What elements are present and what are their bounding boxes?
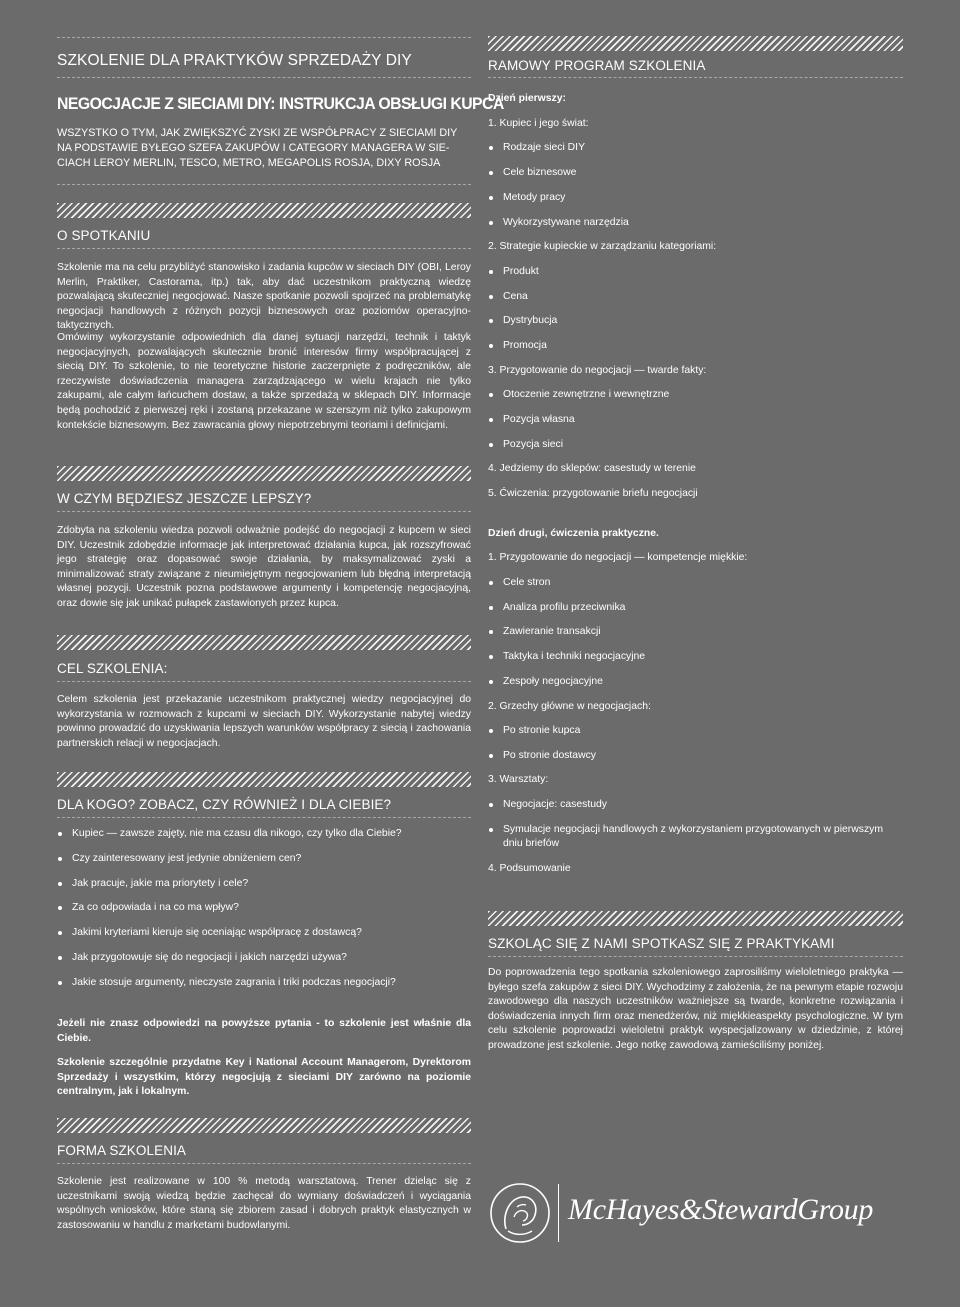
list-item: Promocja <box>488 339 903 354</box>
practice-heading: SZKOLĄC SIĘ Z NAMI SPOTKASZ SIĘ Z PRAKTYKAMI <box>488 936 835 951</box>
goal-paragraph: Celem szkolenia jest przekazanie uczestnikom praktycznej wiedzy negocjacyjnej do wykorzystania w rozmowach z kupcami w sieciach DIY. Wykorzystanie nabytej wiedzy powinno prowadzić do uzyskiwania lepszych warunków współpracy z siecią i zachowania partnerskich relacji w negocjacjach. <box>57 694 471 749</box>
day1-label: Dzień pierwszy: <box>488 93 566 104</box>
logo-separator <box>558 1184 559 1242</box>
list-item: Po stronie dostawcy <box>488 749 903 764</box>
practice-paragraph: Do poprowadzenia tego spotkania szkoleniowego zaprosiliśmy wieloletniego praktyka — byłego szefa zakupów z sieci DIY. Wychodzimy z założenia, że na pewnym etapie rozwoju zawodowego dla naszych uczestników ważniejsze są twarde, konkretne rozwiązania i doświadczenia innych firm oraz menedżerów, niż miękkieaspekty psychologiczne. W tym celu szkolenie poprowadzi wieloletni praktyk wyspecjalizowany w dziedzinie, z której prowadzone jest szkolenie. Jego notkę zawodową zamieściliśmy poniżej. <box>488 967 903 1051</box>
who-bold-note-1: Jeżeli nie znasz odpowiedzi na powyższe pytania - to szkolenie jest właśnie dla Ciebie. <box>57 1018 471 1044</box>
training-title: SZKOLENIE DLA PRAKTYKÓW SPRZEDAŻY DIY <box>57 52 412 69</box>
day1-list-2 <box>488 265 903 354</box>
form-paragraph: Szkolenie jest realizowane w 100 % metodą warsztatową. Trener dzieląc się z uczestnikami swoją wiedzą będzie zachęcał do wymiany doświadczeń i wyciągania wspólnych wniosków, które staną się zbiorem zasad i dobrych praktyk elastycznych w zastosowaniu w handlu z marketami budowlanymi. <box>57 1176 471 1231</box>
day1-topic-5: 5. Ćwiczenia: przygotowanie briefu negocjacji <box>488 488 698 499</box>
day2-label: Dzień drugi, ćwiczenia praktyczne. <box>488 527 659 539</box>
list-item: Rodzaje sieci DIY <box>488 141 903 156</box>
list-item: Jakie stosuje argumenty, nieczyste zagrania i triki podczas negocjacji? <box>57 976 471 991</box>
day1-topic-1: 1. Kupiec i jego świat: <box>488 117 589 129</box>
about-paragraph-2: Omówimy wykorzystanie odpowiednich dla danej sytuacji narzędzi, technik i taktyk negocjacyjnych, pozwalających skutecznie bronić interesów firmy współpracującej z siecią DIY. To szkolenie, to nie teoretyczne historie zaczerpnięte z podręczników, ale rzeczywiste doświadczenia managera zarządzającego w wielu krajach nie tylko zakupami, ale całym łańcuchem dostaw, a także sprzedażą w sklepach DIY. Informacje będą pochodzić z pierwszej ręki i zostaną przekazane w szerszym niż tylko zakupowym kontekście biznesowym. Bez zawracania głowy niepotrzebnymi teoriami i definicjami. <box>57 332 471 431</box>
day2-topic-4: 4. Podsumowanie <box>488 863 571 875</box>
better-paragraph: Zdobyta na szkoleniu wiedza pozwoli odważnie podejść do negocjacji z kupcem w sieci DIY. Uczestnik zdobędzie informacje jak interpretować działania kupca, jak rozszyfrować jego strategię oraz dopasować swoje działania, by maksymalizować zyski a minimalizować straty związane z nieumiejętnym negocjowaniem lub błędną interpretacją własnej pozycji. Uczestnik pozna podstawowe argumenty i kompetencję negocjacyjną, oraz dowie się jak unikać pułapek zastawionych przez kupca. <box>57 525 471 609</box>
company-logo <box>488 1180 903 1246</box>
subtitle <box>57 126 457 171</box>
logo-wordmark: McHayes&StewardGroup <box>568 1193 874 1226</box>
day1-topic-3: 3. Przygotowanie do negocjacji — twarde fakty: <box>488 364 707 376</box>
hatch-divider <box>57 203 471 218</box>
program-list <box>488 92 903 877</box>
list-item: Otoczenie zewnętrzne i wewnętrzne <box>488 388 903 403</box>
day2-topic-2: 2. Grzechy główne w negocjacjach: <box>488 700 651 712</box>
divider <box>57 37 471 38</box>
list-item: Kupiec — zawsze zajęty, nie ma czasu dla nikogo, czy tylko dla Ciebie? <box>57 827 471 842</box>
divider <box>57 681 471 682</box>
hatch-divider <box>488 911 903 926</box>
goal-heading: CEL SZKOLENIA: <box>57 661 168 676</box>
hatch-divider <box>57 1118 471 1133</box>
list-item: Cele stron <box>488 576 903 591</box>
list-item: Jak przygotowuje się do negocjacji i jakich narzędzi używa? <box>57 951 471 966</box>
program-heading: RAMOWY PROGRAM SZKOLENIA <box>488 58 706 73</box>
who-bold-note-2: Szkolenie szczególnie przydatne Key i National Account Managerom, Dyrektorom Sprzedaży i wszystkim, którzy negocjują z sieciami DIY zarówno na poziomie centralnym, jak i lokalnym. <box>57 1057 471 1098</box>
who-heading: DLA KOGO? ZOBACZ, CZY RÓWNIEŻ I DLA CIEBIE? <box>57 797 392 812</box>
about-paragraph-1: Szkolenie ma na celu przybliżyć stanowisko i zadania kupców w sieciach DIY (OBI, Leroy Merlin, Praktiker, Castorama, itp.) tak, aby dać uczestnikom praktyczną wiedzę pozwalającą skuteczniej negocjować. Nasze spotkanie pozwoli spojrzeć na problematykę negocjacji handlowych z różnych pozycji biznesowych oraz poziomów operacyjno-taktycznych. <box>57 262 471 332</box>
divider <box>57 184 471 185</box>
divider <box>57 77 471 78</box>
list-item: Czy zainteresowany jest jedynie obniżeniem cen? <box>57 852 471 867</box>
day1-list-3 <box>488 388 903 452</box>
subtitle-line: CIACH LEROY MERLIN, TESCO, METRO, MEGAPOLIS ROSJA, DIXY ROSJA <box>57 157 441 169</box>
subtitle-line: WSZYSTKO O TYM, JAK ZWIĘKSZYĆ ZYSKI ZE WSPÓŁPRACY Z SIECIAMI DIY <box>57 127 458 139</box>
day2-topic-1: 1. Przygotowanie do negocjacji — kompetencje miękkie: <box>488 552 748 564</box>
better-heading: W CZYM BĘDZIESZ JESZCZE LEPSZY? <box>57 491 312 506</box>
list-item: Zawieranie transakcji <box>488 625 903 640</box>
list-item: Za co odpowiada i na co ma wpływ? <box>57 901 471 916</box>
day2-list-3 <box>488 798 903 852</box>
list-item: Wykorzystywane narzędzia <box>488 216 903 231</box>
list-item: Dystrybucja <box>488 314 903 329</box>
divider <box>57 511 471 512</box>
hatch-divider <box>57 772 471 787</box>
list-item: Pozycja własna <box>488 413 903 428</box>
main-title: NEGOCJACJE Z SIECIAMI DIY: INSTRUKCJA OBSŁUGI KUPCA <box>57 94 504 113</box>
who-list <box>57 827 471 990</box>
list-item: Jak pracuje, jakie ma priorytety i cele? <box>57 877 471 892</box>
list-item: Produkt <box>488 265 903 280</box>
divider <box>57 817 471 818</box>
list-item: Po stronie kupca <box>488 724 903 739</box>
day2-list-1 <box>488 576 903 690</box>
day1-topic-2: 2. Strategie kupieckie w zarządzaniu kategoriami: <box>488 241 717 253</box>
day2-list-2 <box>488 724 903 763</box>
subtitle-line: NA PODSTAWIE BYŁEGO SZEFA ZAKUPÓW I CATEGORY MANAGERA W SIE- <box>57 142 450 154</box>
list-item: Cena <box>488 290 903 305</box>
list-item: Jakimi kryteriami kieruje się oceniając współpracę z dostawcą? <box>57 926 471 941</box>
hatch-divider <box>57 466 471 481</box>
list-item: Pozycja sieci <box>488 438 903 453</box>
divider <box>57 1163 471 1164</box>
about-heading: O SPOTKANIU <box>57 228 151 243</box>
day1-list-1 <box>488 141 903 230</box>
logo-emblem-icon <box>488 1181 552 1245</box>
list-item: Taktyka i techniki negocjacyjne <box>488 650 903 665</box>
list-item: Symulacje negocjacji handlowych z wykorzystaniem przygotowanych w pierwszym dniu briefów <box>488 823 903 852</box>
list-item: Cele biznesowe <box>488 166 903 181</box>
hatch-divider <box>488 36 903 51</box>
divider <box>488 77 903 78</box>
list-item: Analiza profilu przeciwnika <box>488 601 903 616</box>
divider <box>57 248 471 249</box>
form-heading: FORMA SZKOLENIA <box>57 1143 187 1158</box>
divider <box>488 956 903 957</box>
list-item: Negocjacje: casestudy <box>488 798 903 813</box>
list-item: Metody pracy <box>488 191 903 206</box>
day2-topic-3: 3. Warsztaty: <box>488 774 549 786</box>
hatch-divider <box>57 635 471 650</box>
day1-topic-4: 4. Jedziemy do sklepów: casestudy w terenie <box>488 463 696 475</box>
list-item: Zespoły negocjacyjne <box>488 675 903 690</box>
